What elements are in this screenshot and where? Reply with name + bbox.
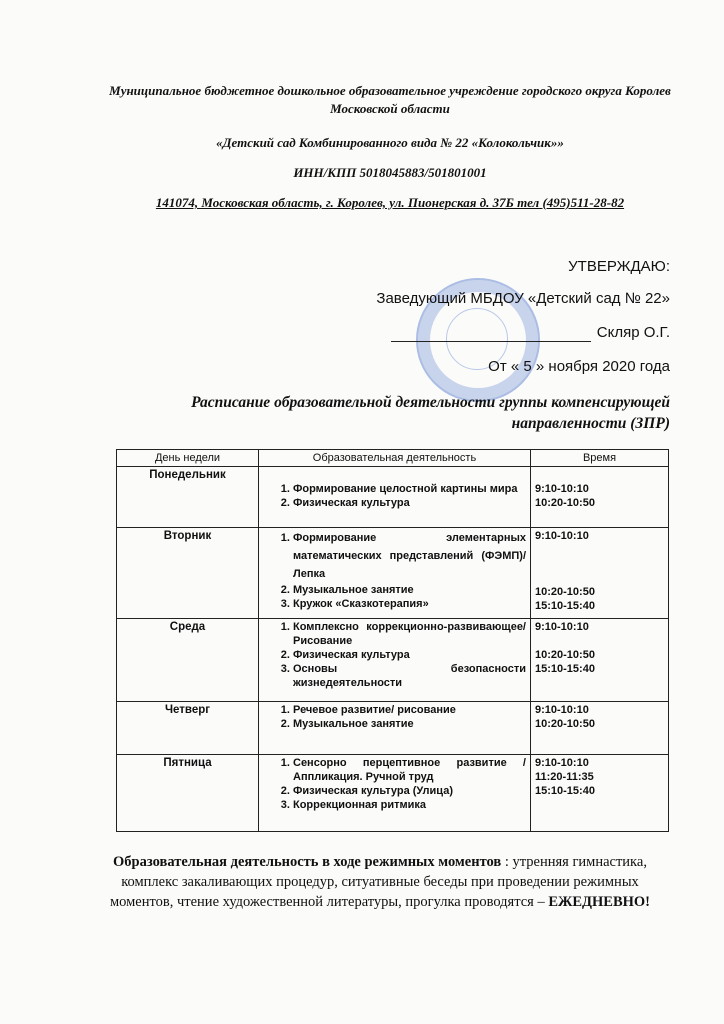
activities-cell: [259, 702, 531, 755]
inn-kpp: ИНН/КПП 5018045883/501801001: [293, 165, 487, 180]
time-slot: 9:10-10:10: [535, 621, 589, 633]
table-row: [117, 702, 669, 755]
signature-blank: [391, 327, 591, 342]
activity-item: 2. Музыкальное занятие: [293, 717, 526, 731]
time-slot: 10:20-10:50: [535, 718, 595, 730]
footer-lead: Образовательная деятельность в ходе режимных моментов: [113, 854, 502, 870]
activity-item: 2. Физическая культура (Улица): [293, 784, 526, 798]
time-slot: 10:20-10:50: [535, 497, 595, 509]
activities-cell: [259, 619, 531, 702]
day-cell: Пятница: [117, 755, 259, 832]
activities-cell: [259, 755, 531, 832]
activity-item: 1. Комплексно коррекционно-развивающее/ Рисование: [293, 620, 526, 648]
time-slot: 9:10-10:10: [535, 530, 589, 542]
time-slot: 15:10-15:40: [535, 600, 595, 612]
column-header: День недели: [117, 450, 259, 467]
footer-emphasis: ЕЖЕДНЕВНО!: [548, 894, 651, 910]
column-header: Образовательная деятельность: [259, 450, 531, 467]
footer-note: [100, 852, 660, 912]
activity-item: 1. Формирование целостной картины мира: [293, 482, 526, 496]
activity-item: 3. Кружок «Сказкотерапия»: [293, 597, 526, 611]
activities-cell: [259, 528, 531, 619]
table-header-row: [117, 450, 669, 467]
activity-item: 2. Физическая культура: [293, 496, 526, 510]
activity-item: 3. Коррекционная ритмика: [293, 798, 526, 812]
column-header: Время: [531, 450, 669, 467]
approval-title: УТВЕРЖДАЮ:: [568, 258, 670, 275]
activity-item: 1. Формирование элементарных математических представлений (ФЭМП)/Лепка: [293, 529, 526, 583]
day-cell: Вторник: [117, 528, 259, 619]
time-slot: 15:10-15:40: [535, 785, 595, 797]
time-slot: 10:20-10:50: [535, 586, 595, 598]
activity-item: 2. Физическая культура: [293, 648, 526, 662]
day-cell: Понедельник: [117, 467, 259, 528]
day-cell: Четверг: [117, 702, 259, 755]
day-cell: Среда: [117, 619, 259, 702]
footer-text: : утренняя гимнастика, комплекс закаливающих процедур, ситуативные беседы при проведении режимных моментов, чтение художественной литературы, прогулка проводятся –: [109, 854, 647, 910]
time-slot: 9:10-10:10: [535, 483, 589, 495]
time-slot: 9:10-10:10: [535, 704, 589, 716]
table-row: [117, 528, 669, 619]
time-cell: [531, 619, 669, 702]
activity-item: 1. Сенсорно перцептивное развитие / Аппликация. Ручной труд: [293, 756, 526, 784]
time-slot: 9:10-10:10: [535, 757, 589, 769]
time-cell: [531, 467, 669, 528]
organization-name: Муниципальное бюджетное дошкольное образовательное учреждение городского округа Королев Московской области: [109, 83, 671, 116]
table-row: [117, 619, 669, 702]
time-slot: 15:10-15:40: [535, 663, 595, 675]
kindergarten-name: «Детский сад Комбинированного вида № 22 «Колокольчик»»: [216, 135, 564, 150]
table-row: [117, 467, 669, 528]
signer-name: Скляр О.Г.: [596, 324, 670, 341]
time-cell: [531, 528, 669, 619]
activity-item: 2. Музыкальное занятие: [293, 583, 526, 597]
activity-item: 3. Основы безопасности жизнедеятельности: [293, 662, 526, 690]
activity-item: 1. Речевое развитие/ рисование: [293, 703, 526, 717]
time-cell: [531, 755, 669, 832]
address-line: 141074, Московская область, г. Королев, ул. Пионерская д. 37Б тел (495)511-28-82: [155, 195, 625, 210]
approval-date: От « 5 » ноября 2020 года: [488, 358, 670, 375]
signature-line: [391, 324, 670, 342]
schedule-table: [116, 449, 669, 832]
time-slot: 11:20-11:35: [535, 771, 594, 783]
document-title: Расписание образовательной деятельности группы компенсирующей направленности (ЗПР): [191, 394, 670, 432]
activities-cell: [259, 467, 531, 528]
time-slot: 10:20-10:50: [535, 649, 595, 661]
table-row: [117, 755, 669, 832]
time-cell: [531, 702, 669, 755]
approval-head: Заведующий МБДОУ «Детский сад № 22»: [376, 290, 670, 307]
